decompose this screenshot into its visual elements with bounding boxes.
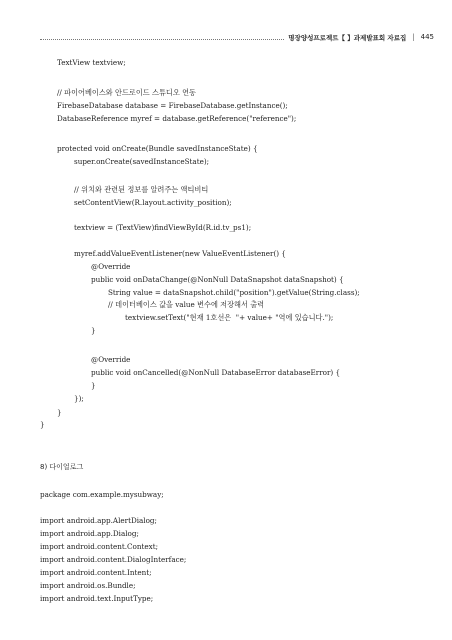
header-title: 명장양성프로젝트【 】과제발표회 자료집 <box>288 33 407 42</box>
code-line: }); <box>74 394 84 403</box>
code-line: import android.content.Context; <box>40 542 159 551</box>
code-line: package com.example.mysubway; <box>40 490 164 499</box>
code-line: import android.os.Bundle; <box>40 581 136 590</box>
code-line: } <box>40 420 45 429</box>
code-line: public void onCancelled(@NonNull DatabaseError databaseError) { <box>91 368 341 377</box>
page-header <box>40 30 434 44</box>
header-separator: | <box>412 33 415 41</box>
code-line: textview.setText("현재 1호선은 "+ value+ "역에 있습니다."); <box>125 313 334 322</box>
code-line: // 위치와 관련된 정보를 알려주는 액티비티 <box>74 185 209 194</box>
code-line: // 파이어베이스와 안드로이드 스튜디오 연동 <box>57 88 196 97</box>
code-line: @Override <box>91 262 131 271</box>
code-line: import android.content.DialogInterface; <box>40 555 187 564</box>
code-line: import android.text.InputType; <box>40 594 154 603</box>
code-line: import android.content.Intent; <box>40 568 152 577</box>
code-line: import android.app.AlertDialog; <box>40 516 157 525</box>
code-line: myref.addValueEventListener(new ValueEventListener() { <box>74 249 286 258</box>
code-line: } <box>91 326 96 335</box>
code-line: } <box>57 408 62 417</box>
code-line: DatabaseReference myref = database.getReference("reference"); <box>57 114 297 123</box>
code-line: // 데이터베이스 값을 value 변수에 저장해서 출력 <box>108 300 265 309</box>
code-line: FirebaseDatabase database = FirebaseDatabase.getInstance(); <box>57 101 288 110</box>
code-line: public void onDataChange(@NonNull DataSnapshot dataSnapshot) { <box>91 275 344 284</box>
code-line: setContentView(R.layout.activity_position); <box>74 198 232 207</box>
header-leader-dots <box>40 34 284 40</box>
code-line: String value = dataSnapshot.child("position").getValue(String.class); <box>108 288 360 297</box>
section-heading: 8) 다이얼로그 <box>40 463 84 471</box>
code-line: TextView textview; <box>57 58 126 67</box>
code-line: super.onCreate(savedInstanceState); <box>74 157 210 166</box>
code-line: } <box>91 381 96 390</box>
code-line: textview = (TextView)findViewById(R.id.tv_ps1); <box>74 223 252 232</box>
code-line: import android.app.Dialog; <box>40 529 139 538</box>
code-line: @Override <box>91 355 131 364</box>
page-number: 445 <box>420 33 434 41</box>
code-line: protected void onCreate(Bundle savedInstanceState) { <box>57 144 258 153</box>
